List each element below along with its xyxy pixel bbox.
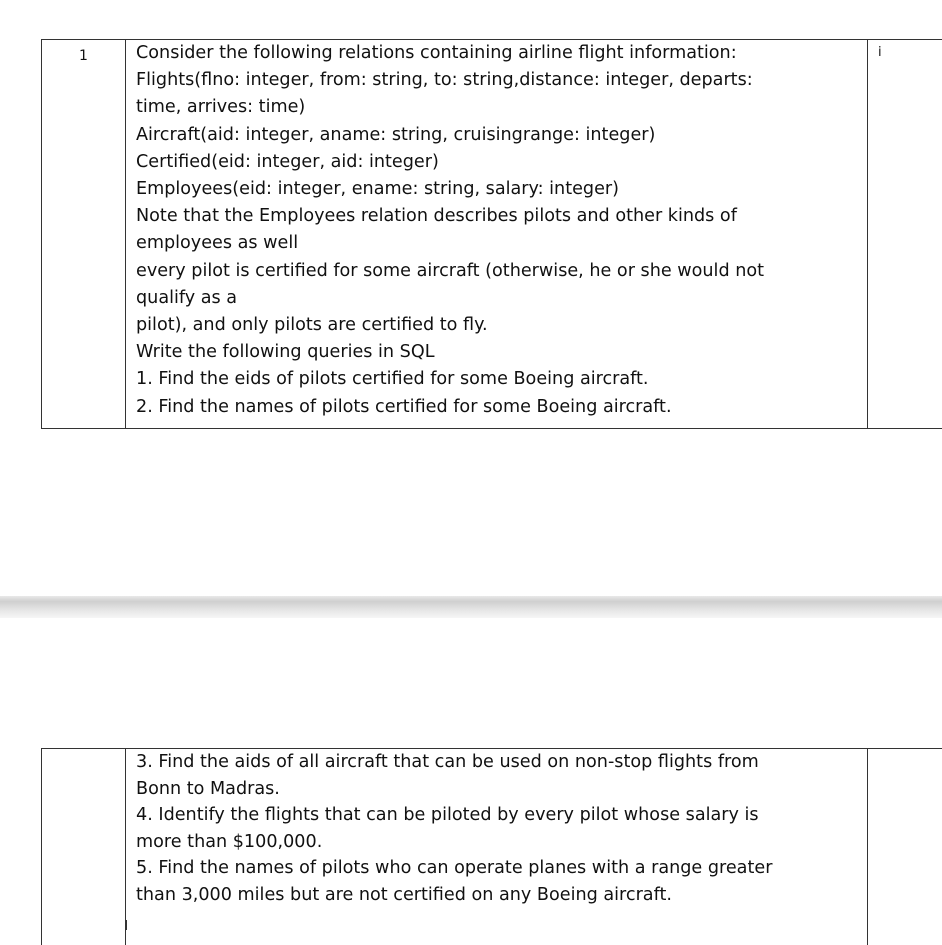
continuation-row [42, 749, 942, 945]
continuation-table [41, 748, 942, 945]
table-edge-tick [125, 920, 127, 930]
question-line: 1. Find the eids of pilots certified for some Boeing aircraft. [136, 366, 859, 393]
question-line: Certified(eid: integer, aid: integer) [136, 149, 859, 176]
question-line: Note that the Employees relation describes pilots and other kinds of [136, 203, 859, 230]
question-table [41, 39, 942, 429]
query-line: 5. Find the names of pilots who can operate planes with a range greater [136, 855, 859, 882]
side-mark-cell [868, 40, 942, 429]
query-line: 4. Identify the flights that can be piloted by every pilot whose salary is [136, 802, 859, 829]
question-line: Write the following queries in SQL [136, 339, 859, 366]
query-line: 3. Find the aids of all aircraft that can be used on non-stop flights from [136, 749, 859, 776]
question-line: time, arrives: time) [136, 94, 859, 121]
side-mark: i [878, 45, 882, 60]
question-line: employees as well [136, 230, 859, 257]
question-number: 1 [79, 48, 88, 64]
continuation-mark-cell [868, 749, 942, 945]
continuation-text-cell [126, 749, 868, 945]
continuation-number-cell [42, 749, 126, 945]
question-line: qualify as a [136, 285, 859, 312]
question-line: Aircraft(aid: integer, aname: string, cruisingrange: integer) [136, 122, 859, 149]
query-line: than 3,000 miles but are not certified on any Boeing aircraft. [136, 882, 859, 909]
query-line: more than $100,000. [136, 829, 859, 856]
query-line: Bonn to Madras. [136, 776, 859, 803]
question-line: Employees(eid: integer, ename: string, salary: integer) [136, 176, 859, 203]
page-divider [0, 596, 942, 618]
question-line: pilot), and only pilots are certified to fly. [136, 312, 859, 339]
question-line: 2. Find the names of pilots certified for some Boeing aircraft. [136, 394, 859, 421]
question-line: Flights(flno: integer, from: string, to: string,distance: integer, departs: [136, 67, 859, 94]
question-row [42, 40, 942, 429]
question-line: every pilot is certified for some aircraft (otherwise, he or she would not [136, 258, 859, 285]
question-text-cell [126, 40, 868, 429]
question-number-cell [42, 40, 126, 429]
question-line: Consider the following relations containing airline flight information: [136, 40, 859, 67]
